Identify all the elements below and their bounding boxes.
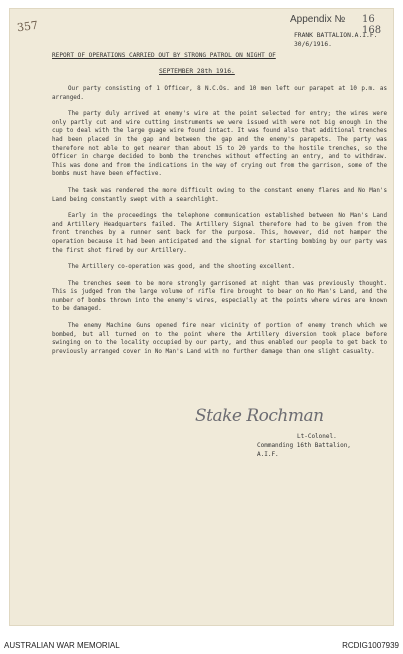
appendix-label: Appendix № <box>290 14 346 25</box>
paragraph: Our party consisting of 1 Officer, 8 N.C.Os. and 10 men left our parapet at 10 p.m. as arranged. <box>52 86 387 101</box>
paragraph: Early in the proceedings the telephone communication established between No Man's Land and Artillery Headquarters failed. The Artillery Signal therefore had to be given from the front trenches by a runner sent back for the purpose. This, however, did not hamper the operation because it had been anticipated and the signal for starting bombing by our party was the first shot fired by our Artillery. <box>52 213 387 254</box>
signatory-unit: Commanding 16th Battalion, A.I.F. <box>257 442 351 458</box>
paragraph: The Artillery co-operation was good, and the shooting excellent. <box>68 264 295 271</box>
handwritten-signature: Stake Rochman <box>195 406 324 426</box>
signatory-rank: Lt-Colonel. <box>297 433 337 440</box>
document-header <box>294 31 384 49</box>
paragraph: The party duly arrived at enemy's wire at the point selected for entry; the wires were only partly cut and wire cutting instruments we were issued with were not big enough in the cup to deal with the large guage wire found intact. It was found also that additional trenches had been placed in the gap and between the gap and the enemy's parapets. The party was therefore not able to get nearer than about 15 to 20 yards to the hostile trenches, so the Officer in charge decided to bomb the trenches without effecting an entry, and to withdraw. This was done and from the indications in the way of crying out from the garrison, some of the bombs must have been effective. <box>52 111 387 178</box>
record-id: RCDIG1007939 <box>342 641 399 650</box>
appendix-number: 16 168 <box>362 14 382 36</box>
paragraph: The enemy Machine Guns opened fire near vicinity of portion of enemy trench which we bombed, but all turned on to the point where the Artillery diversion took place before swinging on to the locality occupied by our party, and thus enabled our people to get back to previously arranged cover in No Man's Land with no further damage than one slight casualty. <box>52 323 387 355</box>
document-page <box>9 8 394 626</box>
unit-line: FRANK BATTALION.A.I.F. <box>294 32 378 39</box>
report-title: REPORT OF OPERATIONS CARRIED OUT BY STRONG PATROL ON NIGHT OF <box>52 52 276 59</box>
paragraph: The task was rendered the more difficult owing to the constant enemy flares and No Man's Land being constantly swept with a searchlight. <box>52 187 387 203</box>
date-line: 30/6/1916. <box>294 41 332 48</box>
report-body <box>52 85 387 364</box>
archive-footer <box>0 640 403 654</box>
paragraph: The trenches seem to be more strongly garrisoned at night than was previously thought. This is judged from the large volume of rifle fire brought to bear on No Man's Land, and the number of bombs thrown into the enemy's wires, especially at the points where wires are known to be damaged. <box>52 280 387 313</box>
archive-name: AUSTRALIAN WAR MEMORIAL <box>4 641 120 650</box>
signature-block <box>257 432 372 459</box>
file-number: 357 <box>16 18 39 35</box>
report-date: SEPTEMBER 28th 1916. <box>159 68 235 75</box>
